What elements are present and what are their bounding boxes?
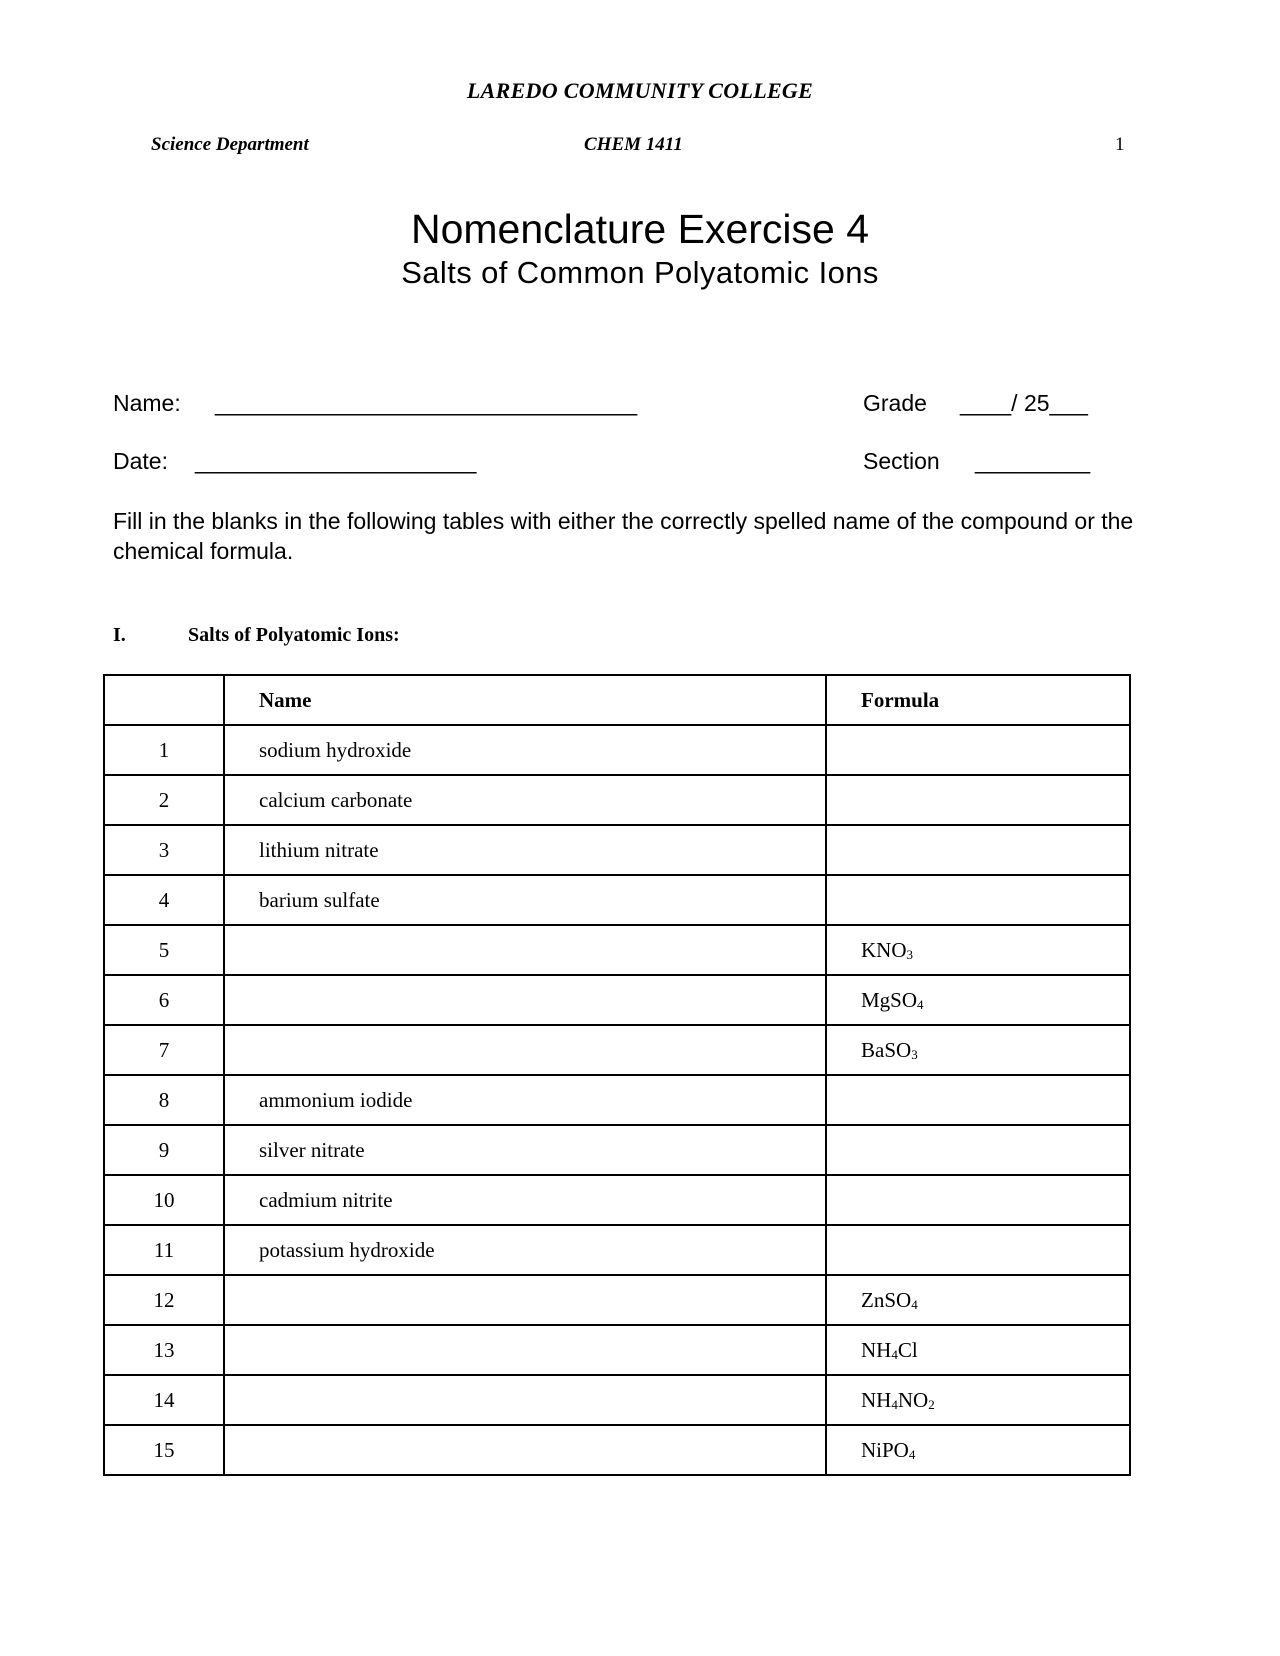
compound-formula-cell[interactable]	[826, 775, 1130, 825]
row-number: 5	[104, 925, 224, 975]
compound-formula-cell[interactable]	[826, 1125, 1130, 1175]
compound-formula-cell[interactable]	[826, 1225, 1130, 1275]
formula-text: BaSO	[861, 1037, 912, 1062]
header-number	[104, 675, 224, 725]
table-row	[104, 1275, 1130, 1325]
formula-subscript: 3	[911, 1046, 918, 1062]
formula-text: NO	[897, 1387, 929, 1412]
table-header-row	[104, 675, 1130, 725]
table-row	[104, 925, 1130, 975]
table-row	[104, 1075, 1130, 1125]
page-subtitle: Salts of Common Polyatomic Ions	[401, 255, 879, 290]
row-number: 3	[104, 825, 224, 875]
name-field[interactable]: _________________________________	[215, 390, 638, 416]
table-row	[104, 1125, 1130, 1175]
table-row	[104, 1325, 1130, 1375]
table-row	[104, 1025, 1130, 1075]
table-row	[104, 725, 1130, 775]
compound-name-cell: barium sulfate	[224, 875, 826, 925]
row-number: 8	[104, 1075, 224, 1125]
formula-text: NiPO	[861, 1437, 909, 1462]
name-label: Name:	[113, 390, 181, 416]
compound-formula-cell	[826, 1275, 1130, 1325]
table-row	[104, 775, 1130, 825]
compound-name-cell[interactable]	[224, 1325, 826, 1375]
row-number: 12	[104, 1275, 224, 1325]
department-name: Science Department	[151, 134, 309, 155]
compound-name-cell[interactable]	[224, 975, 826, 1025]
header-name: Name	[224, 675, 826, 725]
formula-text: MgSO	[861, 987, 918, 1012]
formula-subscript: 4	[917, 996, 924, 1012]
compound-name-cell[interactable]	[224, 1025, 826, 1075]
instructions: Fill in the blanks in the following tables with either the correctly spelled name of the compound or the chemical formula.	[113, 508, 1134, 564]
compound-name-cell: lithium nitrate	[224, 825, 826, 875]
formula-text: NH	[861, 1387, 892, 1412]
formula-subscript: 4	[908, 1446, 916, 1462]
row-number: 4	[104, 875, 224, 925]
row-number: 2	[104, 775, 224, 825]
table-row	[104, 1375, 1130, 1425]
compound-formula-cell[interactable]	[826, 825, 1130, 875]
table-row	[104, 1425, 1130, 1475]
compound-name-cell: sodium hydroxide	[224, 725, 826, 775]
compound-name-cell: ammonium iodide	[224, 1075, 826, 1125]
compound-name-cell: silver nitrate	[224, 1125, 826, 1175]
compound-formula-cell	[826, 925, 1130, 975]
row-number: 11	[104, 1225, 224, 1275]
formula-subscript: 2	[928, 1396, 935, 1412]
compound-formula-cell[interactable]	[826, 1175, 1130, 1225]
compound-formula-cell	[826, 1325, 1130, 1375]
formula-subscript: 3	[906, 946, 913, 962]
course-code: CHEM 1411	[584, 134, 683, 155]
date-label: Date:	[113, 448, 168, 474]
compound-formula-cell	[826, 1425, 1130, 1475]
table-row	[104, 825, 1130, 875]
table-row	[104, 1225, 1130, 1275]
college-name: LAREDO COMMUNITY COLLEGE	[466, 78, 814, 103]
formula-text: KNO	[861, 937, 907, 962]
grade-label: Grade	[863, 390, 927, 416]
section-label: Section	[863, 448, 940, 474]
compound-formula-cell[interactable]	[826, 875, 1130, 925]
section-number: I.	[113, 624, 126, 646]
row-number: 9	[104, 1125, 224, 1175]
row-number: 7	[104, 1025, 224, 1075]
row-number: 14	[104, 1375, 224, 1425]
table-row	[104, 1175, 1130, 1225]
date-field[interactable]: ______________________	[195, 448, 477, 474]
row-number: 1	[104, 725, 224, 775]
compound-formula-cell	[826, 975, 1130, 1025]
table-body	[104, 725, 1130, 1475]
formula-subscript: 4	[911, 1296, 918, 1312]
formula-subscript: 4	[891, 1346, 898, 1362]
row-number: 13	[104, 1325, 224, 1375]
table-row	[104, 975, 1130, 1025]
compound-name-cell[interactable]	[224, 1275, 826, 1325]
header-formula: Formula	[826, 675, 1130, 725]
row-number: 15	[104, 1425, 224, 1475]
row-number: 6	[104, 975, 224, 1025]
compound-name-cell[interactable]	[224, 1375, 826, 1425]
formula-text: Cl	[897, 1337, 918, 1362]
section-field[interactable]: _________	[975, 448, 1091, 474]
compound-formula-cell[interactable]	[826, 725, 1130, 775]
compound-formula-cell	[826, 1025, 1130, 1075]
row-number: 10	[104, 1175, 224, 1225]
page-number: 1	[1115, 134, 1125, 155]
formula-text: NH	[861, 1337, 892, 1362]
table-row	[104, 875, 1130, 925]
compound-name-cell[interactable]	[224, 925, 826, 975]
page-title: Nomenclature Exercise 4	[410, 206, 870, 252]
compound-formula-cell[interactable]	[826, 1075, 1130, 1125]
compound-name-cell: potassium hydroxide	[224, 1225, 826, 1275]
compound-name-cell[interactable]	[224, 1425, 826, 1475]
compound-name-cell: cadmium nitrite	[224, 1175, 826, 1225]
compound-formula-cell	[826, 1375, 1130, 1425]
section-title: Salts of Polyatomic Ions:	[188, 624, 400, 646]
salts-table	[103, 674, 1131, 1476]
grade-field: ____/ 25___	[960, 390, 1088, 416]
formula-subscript: 4	[891, 1396, 898, 1412]
compound-name-cell: calcium carbonate	[224, 775, 826, 825]
formula-text: ZnSO	[861, 1287, 912, 1312]
